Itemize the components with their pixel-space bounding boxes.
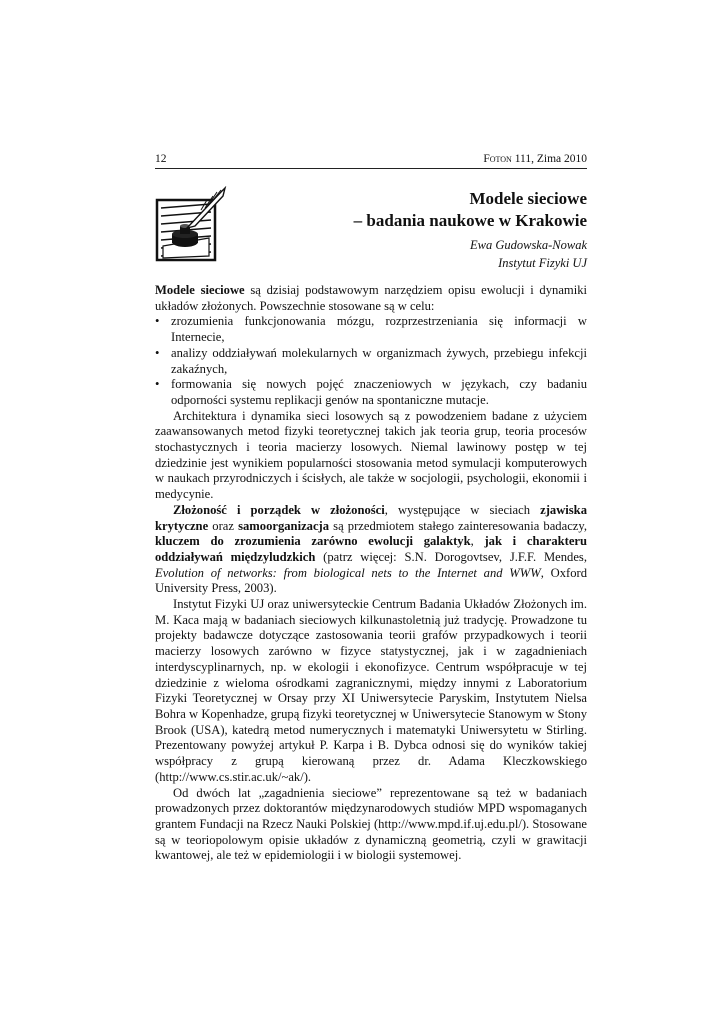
bold-phrase: samoorganizacja [238, 518, 330, 533]
issue-label: 111, Zima 2010 [511, 153, 587, 165]
list-item-text: formowania się nowych pojęć znaczeniowych w językach, czy badaniu odporności systemu replikacji genów na spontaniczne mutacje. [171, 377, 587, 407]
title-line-2: – badania naukowe w Krakowie [353, 211, 587, 230]
text-run: (patrz więcej: S.N. Dorogovtsev, J.F.F. Mendes, [315, 549, 587, 564]
text-run: , Oxford University Press, 2003). [155, 565, 587, 596]
intro-bold-term: Modele sieciowe [155, 283, 245, 297]
list-item [155, 377, 587, 408]
text-run: , występujące w sieciach [384, 502, 541, 517]
author-affiliation: Instytut Fizyki UJ [498, 256, 587, 270]
text-run: , [470, 534, 485, 549]
book-title: Evolution of networks: from biological nets to the Internet and WWW [155, 565, 541, 580]
paragraph-phd-studies: Od dwóch lat „zagadnienia sieciowe” reprezentowane są też w badaniach prowadzonych przez doktorantów międzynarodowych studiów MPD wspomaganych grantem Fundacji na Rzecz Nauki Polskiej (http://www.mpd.if.uj.edu.pl/). Stosowane są w teoriopolowym opisie układów z dynamiczną geometrią, czyli w grawitacji kwantowej, ale też w epidemiologii i w biologii systemowej. [155, 785, 587, 863]
article-body [155, 283, 587, 864]
paragraph-institute: Instytut Fizyki UJ oraz uniwersyteckie Centrum Badania Układów Złożonych im. M. Kaca mają w badaniach sieciowych kilkunastoletnią już tradycję. Prowadzone tu projekty badawcze dotyczące zastosowania teorii grafów przypadkowych i teorii macierzy losowych zarówno w fizyce statystycznej, jak i w zagadnieniach interdyscyplinarnych, np. w ekologii i ekonofizyce. Centrum współpracuje w tej dziedzinie z wieloma ośrodkami zagranicznymi, między innymi z Laboratorium Fizyki Teoretycznej w Orsay przy XI Uniwersytecie Paryskim, Instytutem Nielsa Bohra w Kopenhadze, grupą fizyki teoretycznej w Uniwersytecie Stanowym w Stony Brook (USA), katedrą metod numerycznych i matematyki Uniwersytetu w Stirling. Prezentowany powyżej artykuł P. Karpa i B. Dybca odnosi się do wyników takiej współpracy z grupą kierowaną przez dr. Adama Kleczkowskiego (http://www.cs.stir.ac.uk/~ak/). [155, 597, 587, 784]
bullet-icon: • [155, 377, 160, 392]
intro-text: są dzisiaj podstawowym narzędziem opisu ewolucji i dynamiki układów złożonych. Powszechnie stosowane są w celu: [155, 283, 587, 313]
list-item-text: zrozumienia funkcjonowania mózgu, rozprzestrzeniania się informacji w Internecie, [171, 314, 587, 345]
article-title [257, 188, 587, 232]
text-run: są przedmiotem stałego zainteresowania badaczy, [329, 518, 587, 533]
inkwell-quill-icon [155, 186, 229, 262]
list-item [155, 346, 587, 377]
text-run: oraz [208, 518, 239, 533]
author-name: Ewa Gudowska-Nowak [469, 238, 587, 252]
bold-phrase: Złożoność i porządek w złożoności [173, 502, 385, 517]
running-header [155, 152, 587, 169]
list-item-text: analizy oddziaływań molekularnych w organizmach żywych, przebiegu infekcji zakaźnych, [171, 345, 587, 376]
journal-name: Foton [483, 153, 512, 165]
list-item [155, 314, 587, 345]
bullet-icon: • [155, 314, 160, 329]
author-block [287, 236, 587, 272]
paragraph-complexity [155, 503, 587, 597]
bold-phrase: jak i charakteru oddziaływań międzyludzkich [155, 534, 588, 564]
paragraph-architecture: Architektura i dynamika sieci losowych są z powodzeniem badane z użyciem zaawansowanych metod fizyki teoretycznej takich jak teoria grup, teoria procesów stochastycznych i teoria macierzy losowych. Niemal lawinowy postęp w tej dziedzinie jest wynikiem popularności stosowania metod symulacji komputerowych w naukach przyrodniczych i ścisłych, ale także w socjologii, psychologii, ekonomii i medycynie. [155, 408, 587, 502]
page-number: 12 [155, 153, 167, 165]
bold-phrase: zjawiska krytyczne [155, 502, 587, 533]
bullet-list [155, 314, 587, 408]
journal-issue [483, 153, 587, 165]
intro-paragraph [155, 283, 587, 314]
bullet-icon: • [155, 345, 160, 360]
bold-phrase: kluczem do zrozumienia zarówno ewolucji galaktyk [155, 534, 471, 549]
title-line-1: Modele sieciowe [469, 189, 587, 208]
